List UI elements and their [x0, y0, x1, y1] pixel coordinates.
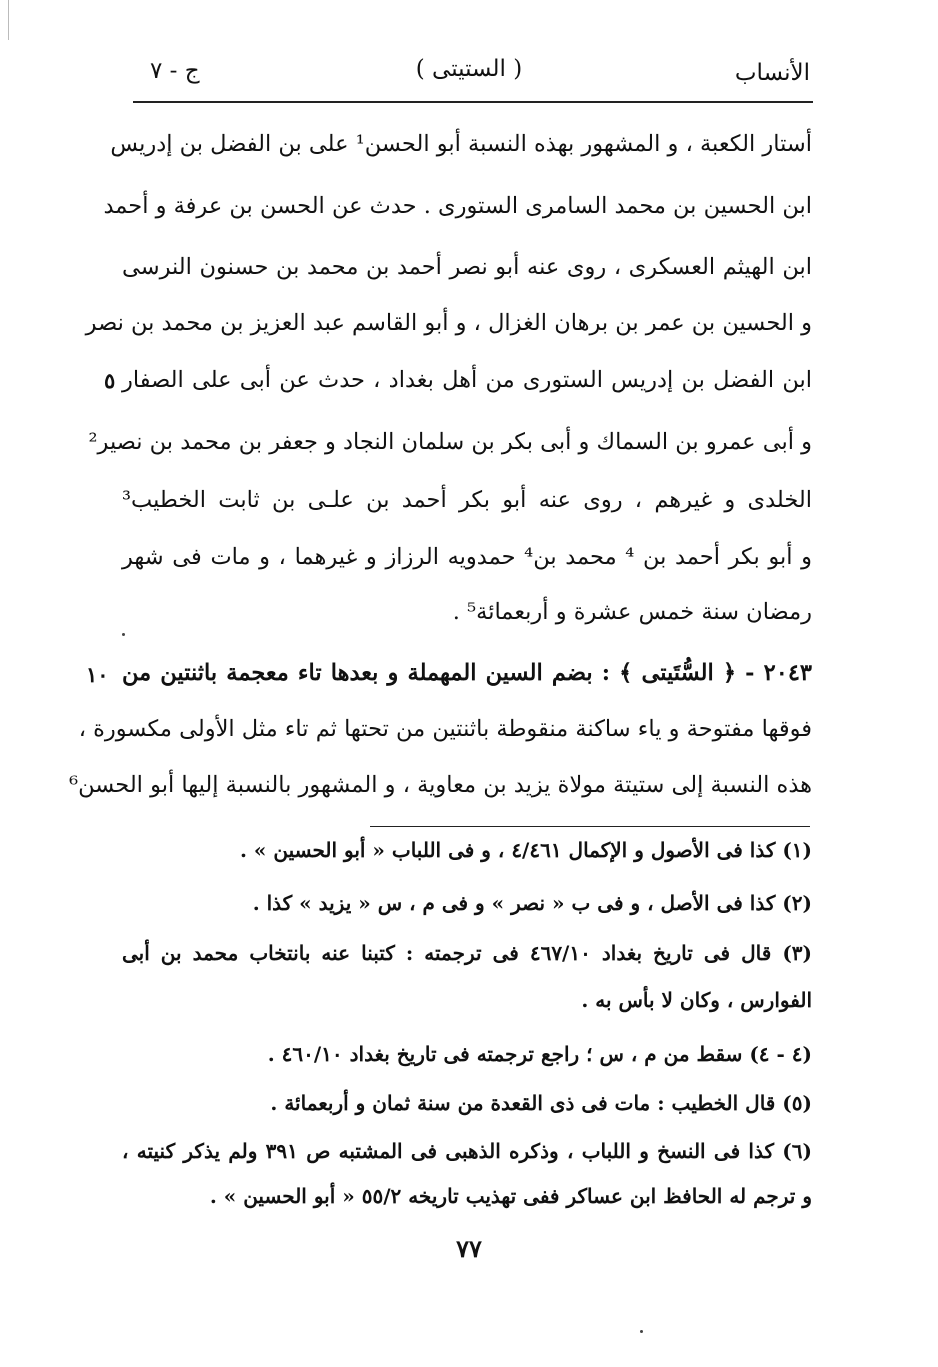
body-line: ابن الحسين بن محمد السامرى الستورى . حدث عن الحسن بن عرفة و أحمد: [103, 193, 812, 219]
entry-heading-line: ٢٠٤٣ - ﴿ السُّتَيتى ﴾ : بضم السين المهملة و بعدها تاء معجمة باثنتين من: [122, 660, 812, 686]
footnote-3: (٣) قال فى تاريخ بغداد ٤٦٧/١٠ فى ترجمته : كتبنا عنه بانتخاب محمد بن أبى: [122, 941, 812, 965]
body-line: رمضان سنة خمس عشرة و أربعمائة⁵ .: [452, 599, 812, 625]
line-number-10: ١٠: [86, 662, 109, 687]
footnote-2: (٢) كذا فى الأصل ، و فى ب « نصر » و فى م ، س « يزيد » كذا .: [252, 891, 812, 915]
margin-mark: [8, 0, 9, 40]
body-line: أستار الكعبة ، و المشهور بهذه النسبة أبو الحسن¹ على بن الفضل بن إدريس: [110, 131, 812, 157]
scan-speck: [122, 633, 125, 636]
page-number: ٧٧: [456, 1234, 482, 1263]
body-line: و أبو بكر أحمد بن ⁴ محمد بن⁴ حمدويه الرزاز و غيرهما ، و مات فى شهر: [122, 544, 813, 570]
header-rule: [133, 101, 813, 103]
footnote-1: (١) كذا فى الأصول و الإكمال ٤/٤٦١ ، و فى اللباب « أبو الحسين » .: [239, 838, 812, 862]
footnote-6-continued: و ترجم له الحافظ ابن عساكر ففى تهذيب تاريخه ٥٥/٢ « أبو الحسين » .: [209, 1184, 812, 1208]
scan-speck: [640, 1330, 643, 1333]
header-volume: ج - ٧: [150, 58, 200, 84]
footnote-5: (٥) قال الخطيب : مات فى ذى القعدة من سنة ثمان و أربعمائة .: [270, 1091, 812, 1115]
header-book-title: الأنساب: [734, 60, 810, 86]
body-line: هذه النسبة إلى ستيتة مولاة يزيد بن معاوية ، و المشهور بالنسبة إليها أبو الحسن⁶: [69, 772, 812, 798]
body-line: و الحسين بن عمر بن برهان الغزال ، و أبو القاسم عبد العزيز بن محمد بن نصر: [85, 310, 812, 336]
footnote-6: (٦) كذا فى النسخ و اللباب ، وذكره الذهبى فى المشتبه ص ٣٩١ ولم يذكر كنيته ،: [122, 1139, 812, 1163]
footnote-4: (٤ - ٤) سقط من م ، س ؛ راجع ترجمته فى تاريخ بغداد ٤٦٠/١٠ .: [267, 1042, 812, 1066]
line-number-5: ٥: [104, 368, 116, 393]
footnote-separator: [370, 826, 810, 827]
body-line: ابن الهيثم العسكرى ، روى عنه أبو نصر أحمد بن محمد بن حسنون النرسى: [122, 254, 812, 280]
body-line: الخلدى و غيرهم ، روى عنه أبو بكر أحمد بن علـى بن ثابت الخطيب³: [122, 487, 812, 513]
header-entry-word: ( الستيتى ): [415, 56, 523, 82]
body-line: و أبى عمرو بن السماك و أبى بكر بن سلمان النجاد و جعفر بن محمد بن نصير²: [88, 429, 812, 455]
body-line: ابن الفضل بن إدريس الستورى من أهل بغداد ، حدث عن أبى على الصفار: [122, 367, 812, 393]
footnote-3-continued: الفوارس ، وكان لا بأس به .: [581, 988, 812, 1012]
body-line: فوقها مفتوحة و ياء ساكنة منقوطة باثنتين من تحتها ثم تاء مثل الأولى مكسورة ،: [78, 716, 812, 742]
